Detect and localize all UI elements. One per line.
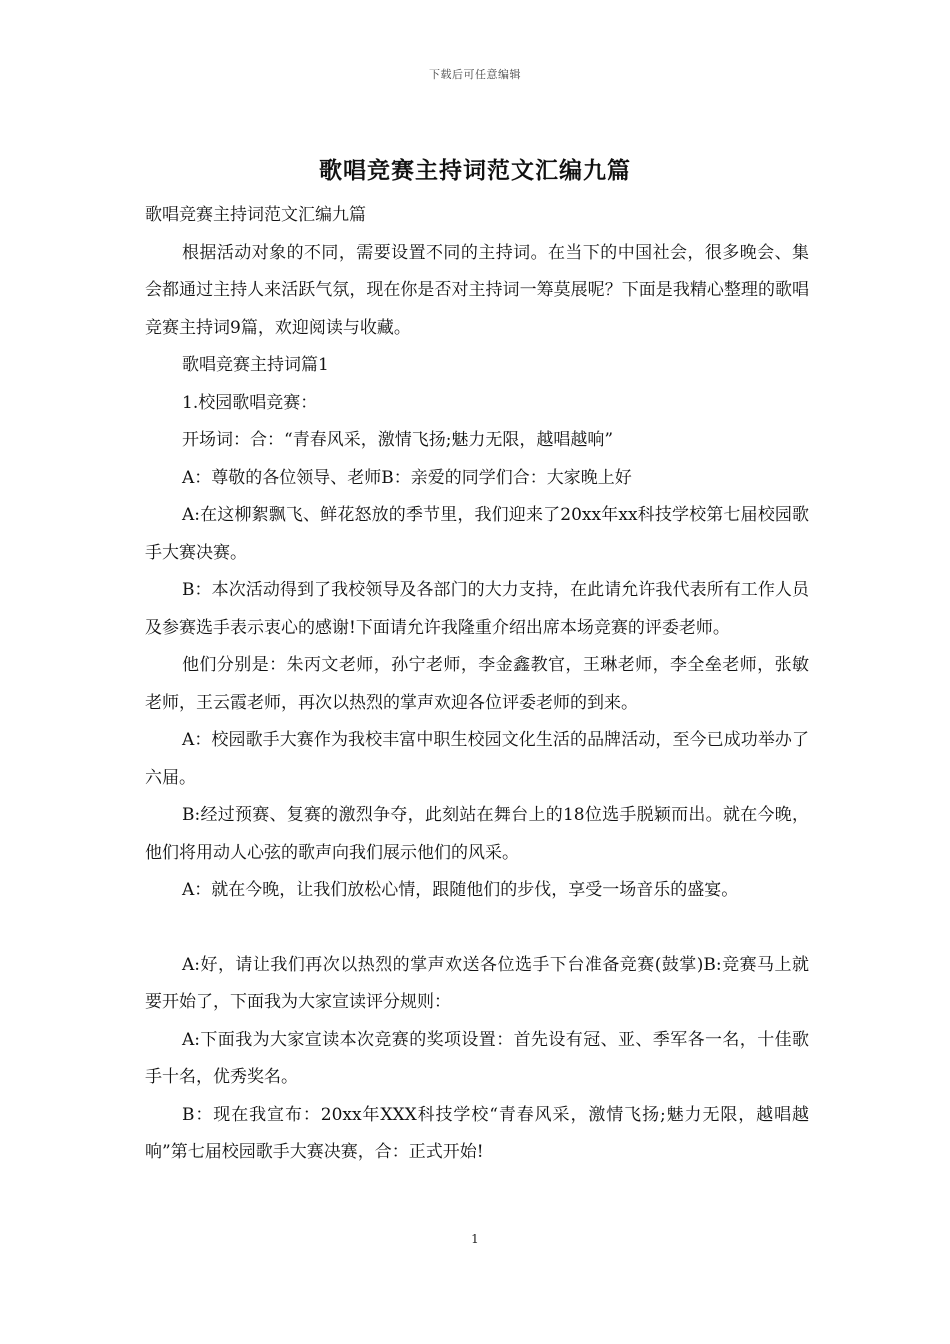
- body-paragraph: 根据活动对象的不同，需要设置不同的主持词。在当下的中国社会，很多晚会、集会都通过主持人来活跃气氛，现在你是否对主持词一筹莫展呢？下面是我精心整理的歌唱竞赛主持词9篇，欢迎阅读与收藏。: [145, 242, 809, 338]
- body-paragraph: A:下面我为大家宣读本次竞赛的奖项设置：首先设有冠、亚、季军各一名，十佳歌手十名，优秀奖名。: [145, 1029, 809, 1087]
- body-paragraph: A:在这柳絮飘飞、鲜花怒放的季节里，我们迎来了20xx年xx科技学校第七届校园歌手大赛决赛。: [145, 505, 809, 563]
- body-paragraph: B:经过预赛、复赛的激烈争夺，此刻站在舞台上的18位选手脱颖而出。就在今晚，他们将用动人心弦的歌声向我们展示他们的风采。: [145, 805, 809, 863]
- page-number: 1: [471, 1232, 479, 1246]
- body-paragraph: B：现在我宣布：20xx年XXX科技学校“青春风采，激情飞扬;魅力无限，越唱越响”第七届校园歌手大赛决赛，合：正式开始!: [145, 1104, 809, 1162]
- section-heading: 歌唱竞赛主持词篇1: [182, 355, 329, 375]
- body-paragraph: 开场词：合：“青春风采，激情飞扬;魅力无限，越唱越响”: [182, 430, 614, 450]
- body-paragraph: B：本次活动得到了我校领导及各部门的大力支持，在此请允许我代表所有工作人员及参赛选手表示衷心的感谢!下面请允许我隆重介绍出席本场竞赛的评委老师。: [145, 580, 809, 638]
- body-paragraph: A:好，请让我们再次以热烈的掌声欢送各位选手下台准备竞赛(鼓掌)B:竞赛马上就要开始了，下面我为大家宣读评分规则：: [145, 954, 809, 1012]
- header-note: 下载后可任意编辑: [429, 68, 521, 81]
- body-paragraph: 1.校园歌唱竞赛：: [182, 392, 318, 413]
- body-paragraph: A：尊敬的各位领导、老师B：亲爱的同学们合：大家晚上好: [182, 467, 632, 488]
- body-paragraph: A：校园歌手大赛作为我校丰富中职生校园文化生活的品牌活动，至今已成功举办了六届。: [145, 730, 809, 788]
- body-paragraph: A：就在今晚，让我们放松心情，跟随他们的步伐，享受一场音乐的盛宴。: [182, 880, 739, 900]
- body-paragraph: 他们分别是：朱丙文老师，孙宁老师，李金鑫教官，王琳老师，李全垒老师，张敏老师，王云霞老师，再次以热烈的掌声欢迎各位评委老师的到来。: [145, 655, 809, 713]
- document-body: [145, 197, 809, 1172]
- document-title: 歌唱竞赛主持词范文汇编九篇: [319, 157, 631, 184]
- subtitle-paragraph: 歌唱竞赛主持词范文汇编九篇: [145, 205, 366, 225]
